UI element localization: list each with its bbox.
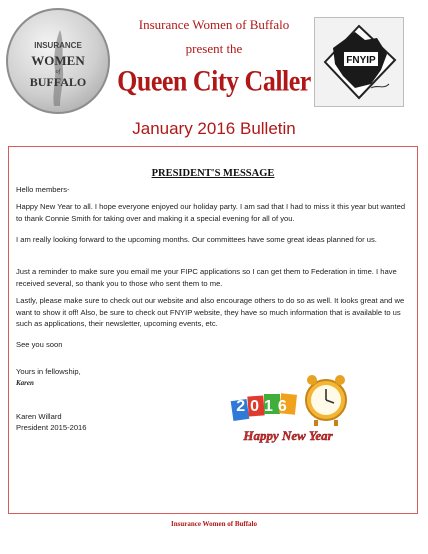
happy-new-year-graphic (228, 370, 358, 448)
header-present-the: present the (185, 41, 243, 56)
signature: Karen (16, 379, 34, 387)
logo-text-mid: WOMEN (31, 53, 85, 68)
insurance-women-logo (6, 8, 110, 114)
logo-text-bottom: BUFFALO (29, 75, 87, 89)
closing: Yours in fellowship, (16, 367, 81, 376)
graphic-year: 2016 (236, 398, 292, 415)
author-name: Karen Willard (16, 412, 62, 421)
greeting: Hello members- (16, 185, 70, 194)
header-organization: Insurance Women of Buffalo (138, 17, 290, 32)
fnyip-text: FNYIP (346, 55, 376, 66)
paragraph-2: I am really looking forward to the upcoming months. Our committees have some great ideas planned for us. (16, 235, 377, 244)
logo-text-of: of (55, 69, 61, 75)
paragraph-1: Happy New Year to all. I hope everyone enjoyed our holiday party. I am sad that I had to miss it this year but wanted to thank Connie Smith for taking over and making it a special evening for all of you. (16, 202, 406, 223)
author-role: President 2015-2016 (16, 423, 87, 432)
graphic-caption: Happy New Year (243, 428, 333, 443)
issue-title: January 2016 Bulletin (132, 119, 296, 138)
footer-organization: Insurance Women of Buffalo (170, 520, 258, 528)
section-heading: PRESIDENT'S MESSAGE (151, 168, 275, 179)
paragraph-3: Just a reminder to make sure you email me your FIPC applications so I can get them to Federation in time. I have received several, so thank you to those who sent them to me. (16, 267, 397, 288)
fnyip-logo (314, 17, 404, 107)
newsletter-title: Queen City Caller (117, 64, 311, 98)
paragraph-4: Lastly, please make sure to check out our website and also encourage others to do so as well. It looks great and we want to show it off! Also, be sure to check out FNYIP website, they have so much information that is available to us such as applications, their newsletter, upcoming events, etc. (16, 296, 405, 328)
logo-text-top: INSURANCE (34, 41, 82, 50)
paragraph-5: See you soon (16, 340, 63, 349)
